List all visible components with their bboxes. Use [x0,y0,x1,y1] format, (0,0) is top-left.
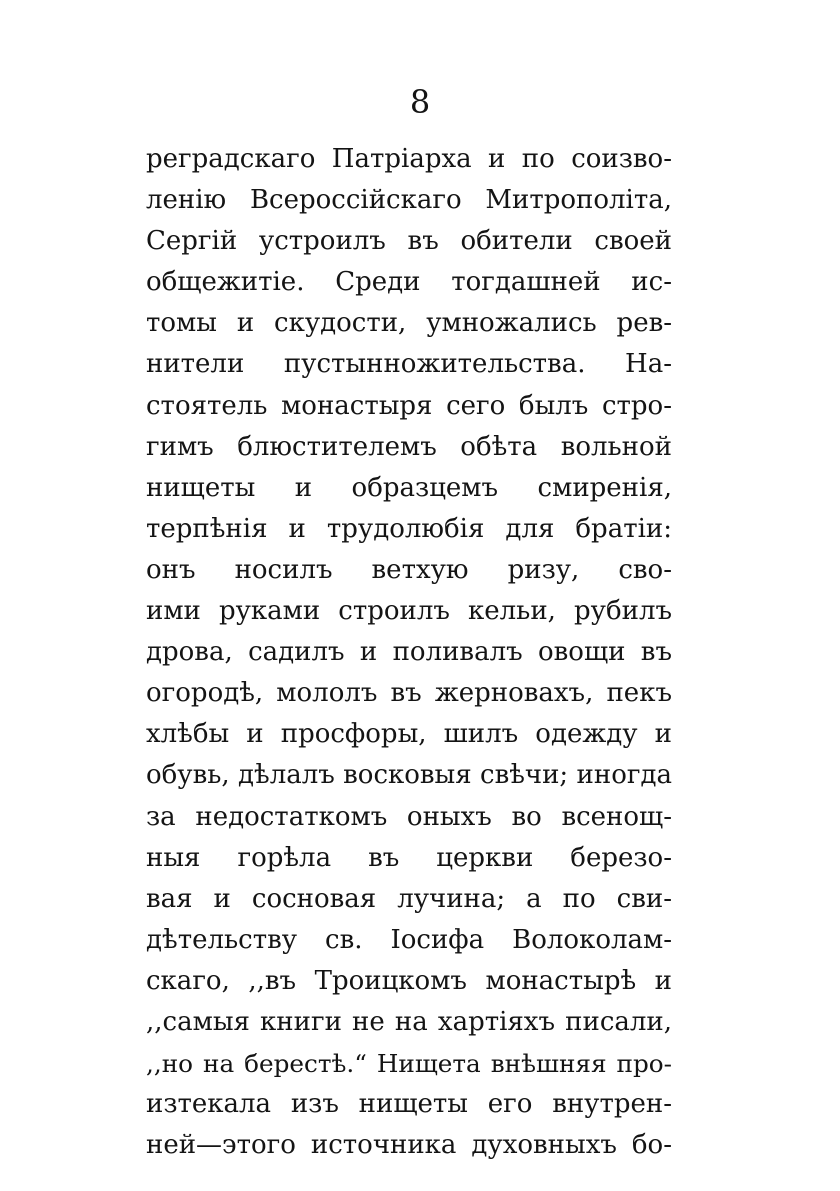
text-line: реградскаго Патріарха и по соизво- [146,144,672,174]
text-line: стоятель монастыря сего былъ стро- [146,390,672,421]
text-line: хлѣбы и просфоры, шилъ одежду и [146,719,672,750]
text-line: скаго, ,,въ Троицкомъ монастырѣ и [146,965,672,996]
text-line: Сергій устроилъ въ обители своей [146,226,672,257]
text-line: ленію Всероссійскаго Митрополіта, [146,185,672,216]
text-line: ,,но на берестѣ.“ Нищета внѣшняя про- [146,1049,672,1079]
page-number: 8 [409,83,431,121]
body-text [146,139,672,1166]
text-line: нители пустынножительства. На- [146,349,672,380]
text-line: дѣтельству св. Іосифа Волоколам- [146,924,672,955]
text-line: общежитіе. Среди тогдашней ис- [146,267,672,298]
text-line: ими руками строилъ кельи, рубилъ [146,596,672,627]
text-line: терпѣнія и трудолюбія для братіи: [146,513,672,544]
text-line: ,,самыя книги не на хартіяхъ писали, [146,1006,672,1037]
text-line: гимъ блюстителемъ обѣта вольной [146,431,672,462]
text-line: ныя горѣла въ церкви березо- [146,842,672,873]
text-line: томы и скудости, умножались рев- [146,308,672,339]
text-line: огородѣ, мололъ въ жерновахъ, пекъ [146,678,672,709]
text-line: дрова, садилъ и поливалъ овощи въ [146,637,672,668]
text-line: изтекала изъ нищеты его внутрен- [146,1089,672,1120]
text-line: онъ носилъ ветхую ризу, сво- [146,554,672,585]
text-line: обувь, дѣлалъ восковыя свѣчи; иногда [146,760,672,791]
text-line: нищеты и образцемъ смиренія, [146,472,672,503]
text-line: ней—этого источника духовныхъ бо- [146,1130,672,1161]
text-line: вая и сосновая лучина; а по сви- [146,883,672,914]
text-line: за недостаткомъ оныхъ во всенощ- [146,801,672,832]
